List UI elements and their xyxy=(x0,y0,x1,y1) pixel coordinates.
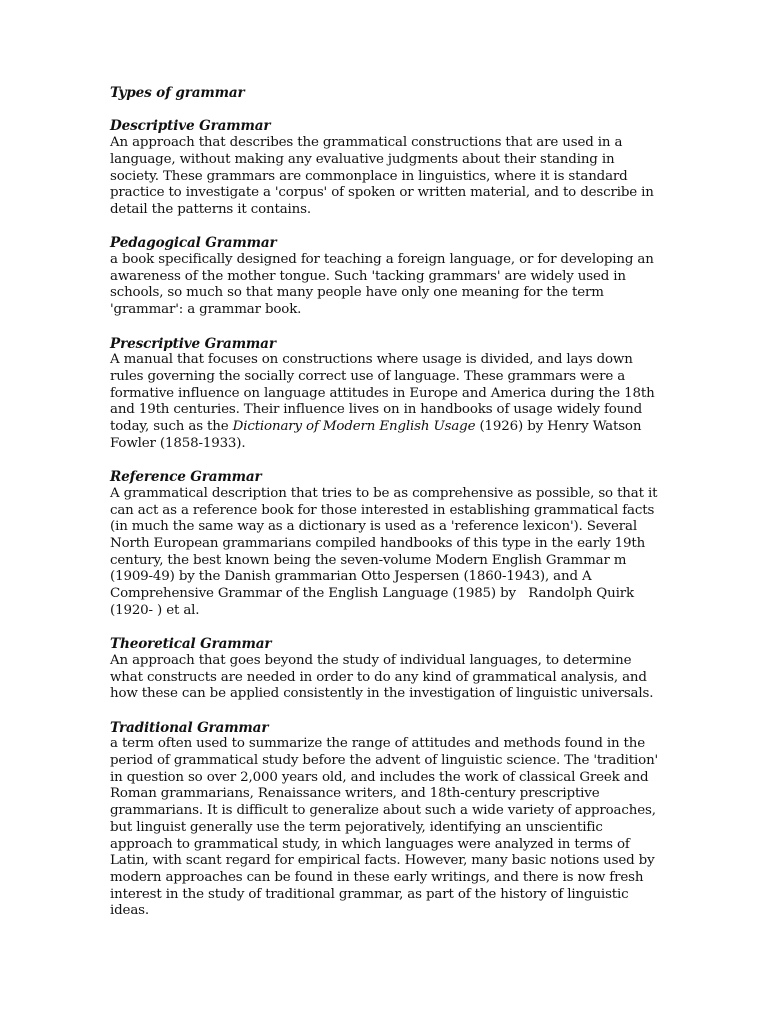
section-body: An approach that goes beyond the study of individual languages, to determine what constructs are needed in order to do any kind of grammatical analysis, and how these can be applied consistently in the investigation of linguistic universals. xyxy=(110,652,654,702)
section-body: A grammatical description that tries to be as comprehensive as possible, so that it can act as a reference book for those interested in establishing grammatical facts (in much the same way as a dictionary is used as a 'reference lexicon'). Several North European grammarians compiled handbooks of this type in the early 19th century, the best known being the seven-volume Modern English Grammar m (1909-49) by the Danish grammarian Otto Jespersen (1860-1943), and A Comprehensive Grammar of the English Language (1985) by Randolph Quirk (1920- ) et al. xyxy=(110,485,662,618)
document-page xyxy=(110,85,660,937)
section-body: a book specifically designed for teaching a foreign language, or for developing an awareness of the mother tongue. Such 'tacking grammars' are widely used in schools, so much so that many people have only one meaning for the term 'grammar': a grammar book. xyxy=(110,252,654,318)
section-heading: Theoretical Grammar xyxy=(110,636,272,653)
section-heading: Descriptive Grammar xyxy=(110,118,271,135)
section-traditional-grammar xyxy=(110,720,660,920)
section-body-text: A manual that focuses on constructions where usage is divided, and lays down rules governing the socially correct use of language. These grammars were a formative influence on language attitudes in Europe and America during the 18th and 19th centuries. Their influence lives on in handbooks of usage widely found today, such as the xyxy=(110,352,655,435)
document-title: Types of grammar xyxy=(110,85,245,101)
section-body xyxy=(110,352,660,452)
section-pedagogical-grammar xyxy=(110,235,660,319)
section-body-text: (1926) by Henry Watson Fowler (1858-1933). xyxy=(110,419,642,451)
section-heading: Prescriptive Grammar xyxy=(110,335,276,352)
section-descriptive-grammar xyxy=(110,118,660,218)
section-prescriptive-grammar xyxy=(110,336,660,453)
section-body: An approach that describes the grammatical constructions that are used in a language, without making any evaluative judgments about their standing in society. These grammars are commonplace in linguistics, where it is standard practice to investigate a 'corpus' of spoken or written material, and to describe in detail the patterns it contains. xyxy=(110,135,654,217)
book-title-italic: Dictionary of Modern English Usage xyxy=(232,419,476,435)
section-heading: Reference Grammar xyxy=(110,469,262,486)
section-body: a term often used to summarize the range of attitudes and methods found in the period of grammatical study before the advent of linguistic science. The 'tradition' in question so over 2,000 years old, and includes the work of classical Greek and Roman grammarians, Renaissance writers, and 18th-century prescriptive grammarians. It is difficult to generalize about such a wide variety of approaches, but linguist generally use the term pejoratively, identifying an unscientific approach to grammatical study, in which languages were analyzed in terms of Latin, with scant regard for empirical facts. However, many basic notions used by modern approaches can be found in these early writings, and there is now fresh interest in the study of traditional grammar, as part of the history of linguistic ideas. xyxy=(110,736,659,919)
section-heading: Pedagogical Grammar xyxy=(110,235,277,252)
section-theoretical-grammar xyxy=(110,636,660,703)
section-reference-grammar xyxy=(110,469,660,619)
section-heading: Traditional Grammar xyxy=(110,719,269,736)
